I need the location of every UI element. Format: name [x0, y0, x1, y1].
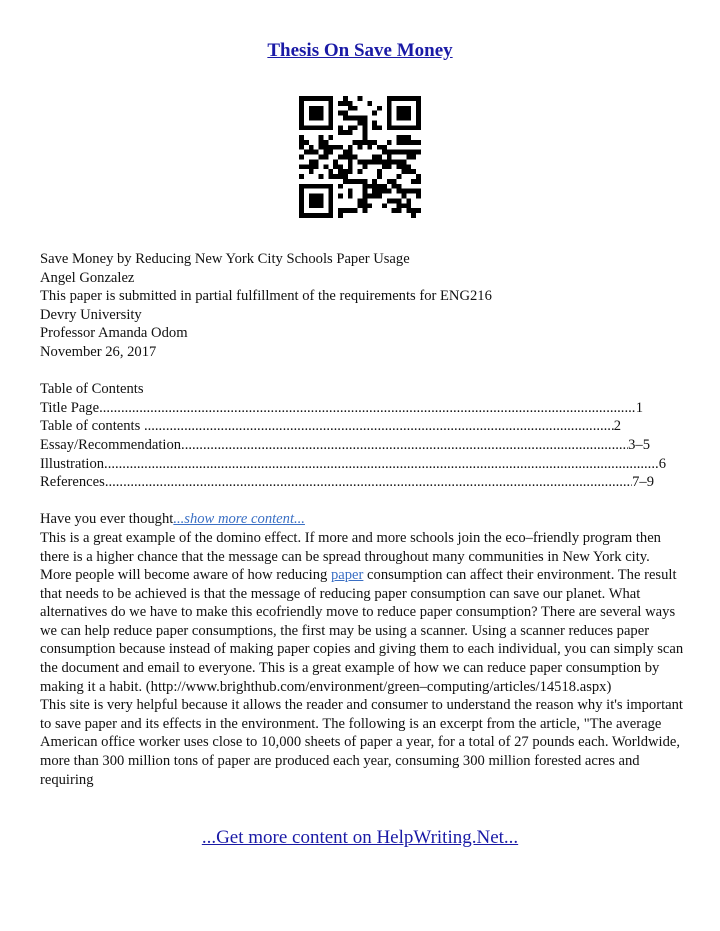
toc-entry: [40, 455, 666, 474]
toc-entry-label: Title Page: [40, 399, 100, 416]
submission-line: This paper is submitted in partial fulfillment of the requirements for ENG216: [40, 288, 492, 305]
toc-entry-label: Essay/Recommendation: [40, 436, 182, 453]
toc-entry: [40, 399, 643, 418]
body-text: This is a great example of the domino effect. If more and more schools join the eco–friendly program then there is a higher chance that the message can be spread throughout many communities in New York city. More people will become aware of how reducing: [40, 529, 661, 584]
university-line: Devry University: [40, 306, 142, 323]
professor-line: Professor Amanda Odom: [40, 325, 188, 342]
body-paragraph: [40, 529, 684, 696]
intro-line: [40, 510, 684, 529]
toc-entry-label: Table of contents: [40, 418, 144, 435]
toc-entry: [40, 473, 654, 492]
toc-entry: [40, 436, 650, 455]
toc-entry: [40, 417, 621, 436]
paper-link[interactable]: paper: [330, 567, 364, 584]
toc-entry-page: 2: [613, 418, 621, 435]
intro-text: Have you ever thought: [40, 511, 174, 528]
document-body: [40, 250, 684, 789]
toc-entry-page: 3–5: [628, 436, 650, 453]
toc-entry-page: 6: [658, 455, 666, 472]
toc-heading: Table of Contents: [40, 381, 144, 398]
date-line: November 26, 2017: [40, 343, 157, 360]
qr-code-icon: [299, 96, 421, 218]
toc-entry-label: Illustration: [40, 455, 105, 472]
toc-entry-page: 7–9: [632, 474, 654, 491]
document-title[interactable]: Thesis On Save Money: [267, 40, 453, 61]
body-text: consumption can affect their environment. The result that needs to be achieved is that the message of reducing paper consumption can save our planet. What alternatives do we have to make this ecofriendly move to reduce paper consumption? There are several ways we can help reduce paper consumptions, the first may be using a scanner. Using a scanner reduces paper consumption because instead of making paper copies and giving them to each individual, you can simply scan the document and email to everyone. This is a great example of how we can reduce paper consumption by making it a habit. (http://www.brighthub.com/environment/green–computing/articles/14518.aspx): [40, 567, 684, 695]
toc-entry-label: References: [40, 474, 105, 491]
show-more-link[interactable]: ...show more content...: [173, 511, 305, 528]
get-more-content-link[interactable]: ...Get more content on HelpWriting.Net...: [201, 827, 519, 848]
paper-title-line: Save Money by Reducing New York City Schools Paper Usage: [40, 251, 410, 267]
body-paragraph: This site is very helpful because it allows the reader and consumer to understand the reason why it's important to save paper and its effects in the environment. The following is an excerpt from the article, "The average American office worker uses close to 10,000 sheets of paper a year, for a total of 27 pounds each. Worldwide, more than 300 million tons of paper are produced each year, consuming 300 million forested acres and requiring: [40, 697, 683, 788]
author-line: Angel Gonzalez: [40, 269, 135, 286]
toc-entry-page: 1: [635, 399, 643, 416]
